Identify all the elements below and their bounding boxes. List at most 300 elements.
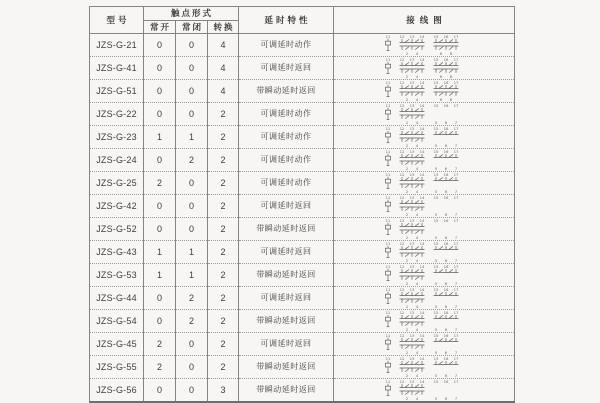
- svg-text:16: 16: [443, 103, 449, 108]
- svg-text:14: 14: [419, 264, 425, 269]
- header-wiring: [334, 7, 515, 34]
- svg-text:14: 14: [419, 80, 425, 85]
- changeover-cell: 2: [208, 149, 239, 172]
- changeover-cell: 4: [208, 80, 239, 103]
- model-cell: JZS-G-22: [90, 103, 144, 126]
- header-wiring-label: 接线图: [406, 14, 447, 25]
- normally-closed-cell: 0: [176, 356, 208, 379]
- changeover-cell: 2: [208, 172, 239, 195]
- svg-text:12: 12: [399, 149, 405, 154]
- svg-text:7: 7: [454, 326, 458, 332]
- svg-text:6: 6: [444, 165, 448, 171]
- svg-text:17: 17: [453, 103, 459, 108]
- svg-text:15: 15: [433, 218, 439, 223]
- wiring-diagram: [382, 126, 466, 148]
- wiring-diagram: [382, 241, 466, 263]
- svg-text:2: 2: [405, 257, 409, 263]
- svg-text:5: 5: [434, 372, 438, 378]
- svg-text:8: 8: [449, 50, 453, 56]
- svg-text:17: 17: [453, 149, 459, 154]
- spec-table: [89, 6, 515, 403]
- svg-text:13: 13: [409, 103, 415, 108]
- wiring-diagram: [382, 379, 466, 401]
- table-row: [90, 57, 515, 80]
- svg-text:2: 2: [405, 96, 409, 102]
- svg-text:8: 8: [449, 73, 453, 79]
- svg-text:13: 13: [409, 57, 415, 62]
- svg-text:14: 14: [419, 172, 425, 177]
- delay-characteristic-cell: 带瞬动延时返回: [239, 379, 334, 403]
- svg-text:15: 15: [433, 379, 439, 384]
- svg-text:15: 15: [433, 149, 439, 154]
- table-row: [90, 333, 515, 356]
- svg-text:11: 11: [385, 80, 391, 85]
- svg-text:17: 17: [453, 126, 459, 131]
- wiring-diagram: [382, 218, 466, 240]
- svg-text:14: 14: [419, 57, 425, 62]
- normally-closed-cell: 0: [176, 103, 208, 126]
- model-cell: JZS-G-24: [90, 149, 144, 172]
- model-cell: JZS-G-45: [90, 333, 144, 356]
- svg-text:15: 15: [433, 195, 439, 200]
- wiring-diagram: [382, 333, 466, 355]
- header-changeover: [208, 21, 239, 34]
- svg-text:12: 12: [399, 287, 405, 292]
- model-cell: JZS-G-41: [90, 57, 144, 80]
- svg-text:17: 17: [453, 241, 459, 246]
- normally-open-cell: 1: [144, 264, 176, 287]
- svg-text:16: 16: [443, 57, 449, 62]
- table-row: [90, 80, 515, 103]
- svg-text:17: 17: [453, 310, 459, 315]
- svg-text:13: 13: [409, 333, 415, 338]
- svg-text:14: 14: [419, 287, 425, 292]
- changeover-cell: 3: [208, 379, 239, 403]
- svg-text:15: 15: [433, 310, 439, 315]
- svg-text:13: 13: [409, 241, 415, 246]
- svg-text:4: 4: [415, 188, 419, 194]
- svg-text:16: 16: [443, 241, 449, 246]
- svg-text:13: 13: [409, 126, 415, 131]
- svg-text:13: 13: [409, 356, 415, 361]
- header-model-label: 型号: [106, 14, 130, 25]
- svg-text:2: 2: [405, 165, 409, 171]
- svg-text:13: 13: [409, 264, 415, 269]
- svg-text:17: 17: [453, 57, 459, 62]
- svg-text:6: 6: [439, 73, 443, 79]
- svg-text:17: 17: [453, 80, 459, 85]
- svg-text:6: 6: [444, 395, 448, 401]
- delay-characteristic-cell: 可调延时返回: [239, 195, 334, 218]
- wiring-cell: [334, 310, 515, 333]
- svg-text:5: 5: [434, 395, 438, 401]
- svg-text:7: 7: [454, 280, 458, 286]
- svg-text:14: 14: [419, 218, 425, 223]
- normally-open-cell: 2: [144, 356, 176, 379]
- wiring-cell: [334, 149, 515, 172]
- delay-characteristic-cell: 带瞬动延时返回: [239, 80, 334, 103]
- svg-text:14: 14: [419, 333, 425, 338]
- normally-open-cell: 0: [144, 287, 176, 310]
- svg-text:15: 15: [433, 241, 439, 246]
- svg-text:14: 14: [419, 149, 425, 154]
- normally-open-cell: 0: [144, 310, 176, 333]
- svg-text:15: 15: [433, 57, 439, 62]
- wiring-diagram: [382, 172, 466, 194]
- header-normally-open-label: 常开: [149, 21, 171, 32]
- svg-text:17: 17: [453, 356, 459, 361]
- table-row: [90, 195, 515, 218]
- svg-text:17: 17: [453, 264, 459, 269]
- svg-text:13: 13: [409, 218, 415, 223]
- svg-text:11: 11: [385, 218, 391, 223]
- normally-open-cell: 2: [144, 333, 176, 356]
- normally-closed-cell: 2: [176, 149, 208, 172]
- normally-closed-cell: 1: [176, 264, 208, 287]
- svg-text:4: 4: [415, 257, 419, 263]
- svg-text:4: 4: [415, 165, 419, 171]
- delay-characteristic-cell: 带瞬动延时返回: [239, 264, 334, 287]
- svg-text:6: 6: [444, 211, 448, 217]
- model-cell: JZS-G-53: [90, 264, 144, 287]
- svg-text:16: 16: [443, 356, 449, 361]
- svg-text:13: 13: [409, 195, 415, 200]
- normally-closed-cell: 2: [176, 310, 208, 333]
- normally-open-cell: 0: [144, 379, 176, 403]
- svg-text:13: 13: [409, 287, 415, 292]
- svg-text:14: 14: [419, 34, 425, 39]
- svg-text:2: 2: [405, 395, 409, 401]
- svg-text:2: 2: [405, 349, 409, 355]
- changeover-cell: 4: [208, 57, 239, 80]
- normally-closed-cell: 1: [176, 126, 208, 149]
- delay-characteristic-cell: 可调延时返回: [239, 57, 334, 80]
- delay-characteristic-cell: 可调延时返回: [239, 333, 334, 356]
- svg-text:15: 15: [433, 80, 439, 85]
- svg-text:17: 17: [453, 172, 459, 177]
- svg-text:11: 11: [385, 287, 391, 292]
- model-cell: JZS-G-21: [90, 34, 144, 57]
- svg-text:4: 4: [415, 326, 419, 332]
- svg-text:5: 5: [434, 165, 438, 171]
- delay-characteristic-cell: 可调延时返回: [239, 287, 334, 310]
- svg-text:11: 11: [385, 103, 391, 108]
- delay-characteristic-cell: 带瞬动延时返回: [239, 218, 334, 241]
- delay-characteristic-cell: 可调延时动作: [239, 149, 334, 172]
- model-cell: JZS-G-43: [90, 241, 144, 264]
- svg-text:16: 16: [443, 218, 449, 223]
- changeover-cell: 4: [208, 34, 239, 57]
- wiring-diagram: [382, 310, 466, 332]
- normally-open-cell: 1: [144, 241, 176, 264]
- svg-text:16: 16: [443, 287, 449, 292]
- svg-text:15: 15: [433, 356, 439, 361]
- svg-text:4: 4: [415, 142, 419, 148]
- normally-closed-cell: 1: [176, 241, 208, 264]
- wiring-cell: [334, 333, 515, 356]
- wiring-cell: [334, 80, 515, 103]
- normally-open-cell: 0: [144, 149, 176, 172]
- svg-text:7: 7: [454, 165, 458, 171]
- svg-text:6: 6: [444, 188, 448, 194]
- svg-text:6: 6: [439, 50, 443, 56]
- svg-text:11: 11: [385, 57, 391, 62]
- normally-closed-cell: 0: [176, 172, 208, 195]
- svg-text:15: 15: [433, 172, 439, 177]
- wiring-cell: [334, 57, 515, 80]
- svg-text:11: 11: [385, 241, 391, 246]
- wiring-cell: [334, 379, 515, 403]
- svg-text:12: 12: [399, 126, 405, 131]
- svg-text:11: 11: [385, 172, 391, 177]
- model-cell: JZS-G-25: [90, 172, 144, 195]
- svg-text:7: 7: [454, 119, 458, 125]
- svg-text:2: 2: [405, 142, 409, 148]
- model-cell: JZS-G-55: [90, 356, 144, 379]
- svg-text:17: 17: [453, 218, 459, 223]
- svg-text:12: 12: [399, 333, 405, 338]
- svg-text:14: 14: [419, 195, 425, 200]
- wiring-cell: [334, 287, 515, 310]
- svg-text:2: 2: [405, 326, 409, 332]
- wiring-cell: [334, 103, 515, 126]
- svg-text:11: 11: [385, 126, 391, 131]
- table-row: [90, 172, 515, 195]
- svg-text:12: 12: [399, 34, 405, 39]
- svg-text:16: 16: [443, 264, 449, 269]
- wiring-diagram: [382, 356, 466, 378]
- wiring-cell: [334, 356, 515, 379]
- normally-open-cell: 0: [144, 195, 176, 218]
- svg-text:2: 2: [405, 280, 409, 286]
- svg-text:15: 15: [433, 126, 439, 131]
- table-row: [90, 264, 515, 287]
- svg-text:12: 12: [399, 310, 405, 315]
- svg-text:7: 7: [454, 395, 458, 401]
- svg-text:12: 12: [399, 264, 405, 269]
- svg-text:4: 4: [415, 211, 419, 217]
- svg-text:16: 16: [443, 34, 449, 39]
- header-changeover-label: 转换: [213, 21, 235, 32]
- svg-text:11: 11: [385, 379, 391, 384]
- changeover-cell: 2: [208, 356, 239, 379]
- svg-text:6: 6: [444, 142, 448, 148]
- normally-closed-cell: 0: [176, 80, 208, 103]
- table-row: [90, 103, 515, 126]
- svg-text:16: 16: [443, 172, 449, 177]
- wiring-cell: [334, 218, 515, 241]
- svg-text:16: 16: [443, 126, 449, 131]
- svg-text:4: 4: [415, 234, 419, 240]
- svg-text:6: 6: [444, 257, 448, 263]
- svg-text:7: 7: [454, 188, 458, 194]
- delay-characteristic-cell: 可调延时动作: [239, 34, 334, 57]
- svg-text:5: 5: [434, 142, 438, 148]
- svg-text:12: 12: [399, 172, 405, 177]
- delay-characteristic-cell: 可调延时返回: [239, 241, 334, 264]
- delay-characteristic-cell: 带瞬动延时返回: [239, 310, 334, 333]
- wiring-diagram: [382, 34, 466, 56]
- table-row: [90, 149, 515, 172]
- table-row: [90, 356, 515, 379]
- svg-text:11: 11: [385, 264, 391, 269]
- normally-closed-cell: 0: [176, 333, 208, 356]
- changeover-cell: 2: [208, 126, 239, 149]
- svg-text:2: 2: [405, 50, 409, 56]
- svg-text:17: 17: [453, 379, 459, 384]
- svg-text:2: 2: [405, 234, 409, 240]
- delay-characteristic-cell: 可调延时动作: [239, 172, 334, 195]
- svg-text:5: 5: [434, 257, 438, 263]
- changeover-cell: 2: [208, 287, 239, 310]
- header-model: [90, 7, 144, 34]
- svg-text:13: 13: [409, 80, 415, 85]
- delay-characteristic-cell: 可调延时动作: [239, 126, 334, 149]
- svg-text:5: 5: [434, 119, 438, 125]
- svg-text:14: 14: [419, 126, 425, 131]
- wiring-cell: [334, 241, 515, 264]
- wiring-cell: [334, 264, 515, 287]
- model-cell: JZS-G-56: [90, 379, 144, 403]
- svg-text:2: 2: [405, 372, 409, 378]
- svg-text:14: 14: [419, 310, 425, 315]
- svg-text:6: 6: [444, 372, 448, 378]
- svg-text:14: 14: [419, 379, 425, 384]
- svg-text:11: 11: [385, 149, 391, 154]
- wiring-cell: [334, 195, 515, 218]
- wiring-diagram: [382, 149, 466, 171]
- normally-closed-cell: 2: [176, 287, 208, 310]
- table-row: [90, 287, 515, 310]
- svg-text:6: 6: [444, 349, 448, 355]
- svg-text:15: 15: [433, 103, 439, 108]
- svg-text:7: 7: [454, 211, 458, 217]
- svg-text:12: 12: [399, 80, 405, 85]
- svg-text:14: 14: [419, 103, 425, 108]
- svg-text:12: 12: [399, 218, 405, 223]
- svg-text:4: 4: [415, 50, 419, 56]
- header-delay-label: 延时特性: [264, 14, 311, 25]
- svg-text:4: 4: [415, 280, 419, 286]
- svg-text:5: 5: [434, 234, 438, 240]
- svg-text:12: 12: [399, 379, 405, 384]
- svg-text:5: 5: [434, 211, 438, 217]
- model-cell: JZS-G-54: [90, 310, 144, 333]
- svg-text:4: 4: [415, 303, 419, 309]
- table-row: [90, 218, 515, 241]
- header-normally-closed: [176, 21, 208, 34]
- svg-text:17: 17: [453, 333, 459, 338]
- table-row: [90, 310, 515, 333]
- svg-text:17: 17: [453, 287, 459, 292]
- svg-text:16: 16: [443, 149, 449, 154]
- model-cell: JZS-G-51: [90, 80, 144, 103]
- changeover-cell: 2: [208, 310, 239, 333]
- normally-closed-cell: 0: [176, 218, 208, 241]
- svg-text:16: 16: [443, 80, 449, 85]
- svg-text:16: 16: [443, 310, 449, 315]
- svg-text:13: 13: [409, 34, 415, 39]
- svg-text:11: 11: [385, 333, 391, 338]
- svg-text:6: 6: [444, 326, 448, 332]
- wiring-diagram: [382, 80, 466, 102]
- svg-text:4: 4: [415, 96, 419, 102]
- wiring-cell: [334, 34, 515, 57]
- header-normally-closed-label: 常闭: [181, 21, 203, 32]
- normally-open-cell: 0: [144, 103, 176, 126]
- model-cell: JZS-G-42: [90, 195, 144, 218]
- normally-open-cell: 1: [144, 126, 176, 149]
- svg-text:7: 7: [454, 234, 458, 240]
- delay-characteristic-cell: 可调延时动作: [239, 103, 334, 126]
- svg-text:7: 7: [454, 372, 458, 378]
- delay-characteristic-cell: 带瞬动延时返回: [239, 356, 334, 379]
- svg-text:16: 16: [443, 195, 449, 200]
- svg-text:4: 4: [415, 395, 419, 401]
- svg-text:12: 12: [399, 195, 405, 200]
- svg-text:15: 15: [433, 34, 439, 39]
- changeover-cell: 2: [208, 218, 239, 241]
- wiring-diagram: [382, 103, 466, 125]
- svg-text:11: 11: [385, 34, 391, 39]
- svg-text:2: 2: [405, 188, 409, 194]
- normally-open-cell: 0: [144, 34, 176, 57]
- svg-text:11: 11: [385, 195, 391, 200]
- header-normally-open: [144, 21, 176, 34]
- table-row: [90, 34, 515, 57]
- svg-text:12: 12: [399, 356, 405, 361]
- svg-text:15: 15: [433, 333, 439, 338]
- svg-text:7: 7: [454, 142, 458, 148]
- normally-closed-cell: 0: [176, 57, 208, 80]
- wiring-cell: [334, 126, 515, 149]
- svg-text:5: 5: [434, 188, 438, 194]
- svg-text:6: 6: [444, 280, 448, 286]
- svg-text:13: 13: [409, 149, 415, 154]
- svg-text:4: 4: [415, 349, 419, 355]
- normally-open-cell: 0: [144, 218, 176, 241]
- wiring-cell: [334, 172, 515, 195]
- normally-closed-cell: 0: [176, 195, 208, 218]
- svg-text:12: 12: [399, 103, 405, 108]
- svg-text:2: 2: [405, 211, 409, 217]
- header-contact-form: [144, 7, 239, 21]
- table-row: [90, 241, 515, 264]
- svg-text:2: 2: [405, 119, 409, 125]
- normally-open-cell: 2: [144, 172, 176, 195]
- wiring-diagram: [382, 287, 466, 309]
- model-cell: JZS-G-52: [90, 218, 144, 241]
- header-contact-form-label: 触点形式: [170, 8, 213, 19]
- svg-text:5: 5: [434, 326, 438, 332]
- changeover-cell: 2: [208, 241, 239, 264]
- svg-text:12: 12: [399, 241, 405, 246]
- svg-text:6: 6: [444, 303, 448, 309]
- changeover-cell: 2: [208, 333, 239, 356]
- svg-text:5: 5: [434, 349, 438, 355]
- svg-text:2: 2: [405, 303, 409, 309]
- header-delay: [239, 7, 334, 34]
- svg-text:16: 16: [443, 379, 449, 384]
- svg-text:5: 5: [434, 303, 438, 309]
- svg-text:7: 7: [454, 303, 458, 309]
- svg-text:13: 13: [409, 310, 415, 315]
- normally-open-cell: 0: [144, 80, 176, 103]
- svg-text:7: 7: [454, 257, 458, 263]
- normally-closed-cell: 0: [176, 379, 208, 403]
- svg-text:4: 4: [415, 73, 419, 79]
- model-cell: JZS-G-23: [90, 126, 144, 149]
